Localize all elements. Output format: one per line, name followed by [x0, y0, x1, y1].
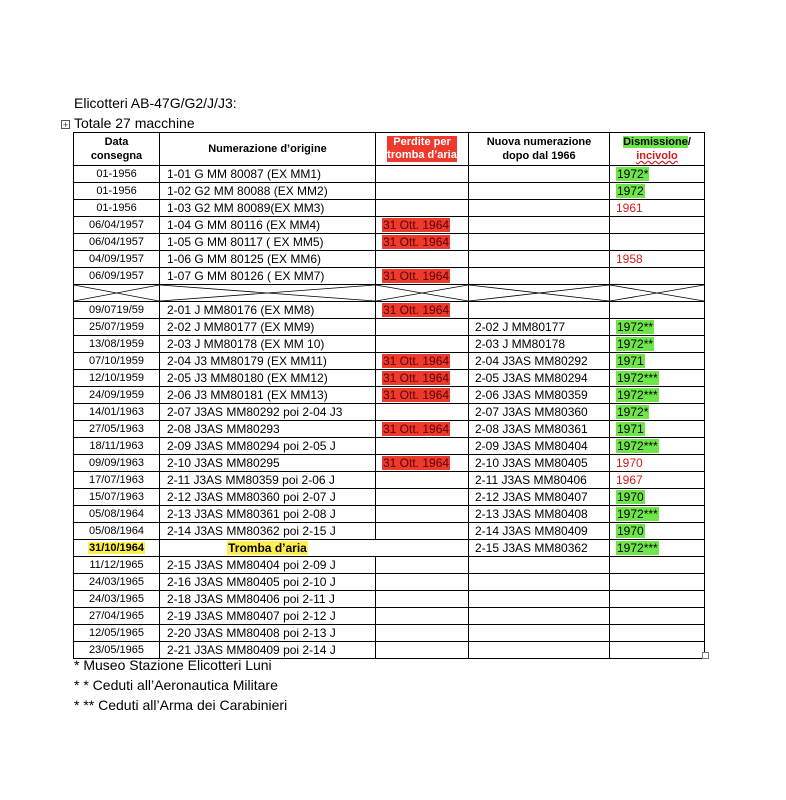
cell-perdite	[376, 523, 469, 540]
table-row	[74, 455, 705, 472]
cell-perdite	[376, 183, 469, 200]
cell-perdite	[376, 574, 469, 591]
cell-orig-text: 2-15 J3AS MM80404 poi 2-09 J	[167, 557, 336, 572]
tromba-row	[74, 540, 705, 557]
cell-perdite	[376, 200, 469, 217]
cell-dismissione	[610, 455, 705, 472]
cell-date	[74, 183, 160, 200]
cell-date-text: 06/04/1957	[88, 235, 145, 248]
cell-date-text: 09/09/1963	[88, 456, 145, 469]
table-header-row	[74, 133, 705, 166]
cell-dismissione	[610, 370, 705, 387]
cell-dismissione	[610, 234, 705, 251]
cell-orig-text: 2-10 J3AS MM80295	[167, 455, 280, 470]
footnote-carabinieri: * ** Ceduti all’Arma dei Carabinieri	[74, 697, 288, 713]
cell-nuova	[469, 268, 610, 285]
cell-date	[74, 506, 160, 523]
cell-date	[74, 336, 160, 353]
cell-tromba-label-text: Tromba d’aria	[228, 540, 307, 555]
cell-dismissione-text: 1972***	[617, 370, 658, 385]
cell-dismissione-text: 1972***	[617, 506, 658, 521]
cell-orig	[160, 506, 376, 523]
cell-nuova-text: 2-03 J MM80178	[475, 336, 566, 351]
cell-nuova-text: 2-04 J3AS MM80292	[475, 353, 588, 368]
cell-nuova	[469, 302, 610, 319]
cell-perdite	[376, 404, 469, 421]
cell-nuova	[469, 251, 610, 268]
cell-nuova	[469, 574, 610, 591]
separator-row	[74, 285, 705, 302]
table-row	[74, 421, 705, 438]
cell-dismissione	[610, 540, 705, 557]
document-subtitle: Totale 27 macchine	[74, 115, 195, 131]
cell-nuova	[469, 319, 610, 336]
cell-orig-text: 2-18 J3AS MM80406 poi 2-11 J	[167, 591, 335, 606]
header-data-consegna: Data consegna	[74, 133, 160, 166]
cell-date	[74, 489, 160, 506]
cell-perdite	[376, 455, 469, 472]
cell-orig-text: 2-02 J MM80177 (EX MM9)	[167, 319, 315, 334]
cell-orig	[160, 353, 376, 370]
footnote-aeronautica: * * Ceduti all’Aeronautica Militare	[74, 677, 278, 693]
cell-orig	[160, 489, 376, 506]
cell-orig	[160, 455, 376, 472]
cell-dismissione	[610, 251, 705, 268]
cell-nuova	[469, 591, 610, 608]
cell-nuova	[469, 472, 610, 489]
table-row	[74, 200, 705, 217]
cell-orig-text: 2-11 J3AS MM80359 poi 2-06 J	[167, 472, 335, 487]
cell-date-text: 31/10/1964	[88, 541, 145, 554]
cell-dismissione	[610, 625, 705, 642]
cell-dismissione	[610, 591, 705, 608]
cell-date	[74, 302, 160, 319]
cell-date-text: 14/01/1963	[88, 405, 145, 418]
cell-perdite-text: 31 Ott. 1964	[383, 387, 450, 402]
cell-perdite	[376, 370, 469, 387]
cell-perdite	[376, 387, 469, 404]
cell-orig	[160, 234, 376, 251]
cell-dismissione	[610, 557, 705, 574]
footnotes	[74, 655, 287, 715]
cell-nuova-text: 2-10 J3AS MM80405	[475, 455, 588, 470]
cell-date-text: 04/09/1957	[88, 252, 145, 265]
cell-date	[74, 523, 160, 540]
cell-orig	[160, 591, 376, 608]
cell-date-text: 12/10/1959	[88, 371, 145, 384]
cell-date	[74, 455, 160, 472]
cell-nuova-text: 2-06 J3AS MM80359	[475, 387, 588, 402]
cell-nuova-text: 2-08 J3AS MM80361	[475, 421, 588, 436]
cell-orig	[160, 438, 376, 455]
cell-nuova	[469, 387, 610, 404]
cell-orig-text: 1-07 G MM 80126 ( EX MM7)	[167, 268, 325, 283]
cell-nuova-text: 2-02 J MM80177	[475, 319, 566, 334]
cell-nuova-text: 2-15 J3AS MM80362	[475, 540, 588, 555]
cell-nuova	[469, 370, 610, 387]
cell-orig-text: 1-05 G MM 80117 ( EX MM5)	[167, 234, 324, 249]
cell-nuova	[469, 166, 610, 183]
cell-nuova	[469, 217, 610, 234]
cell-orig	[160, 200, 376, 217]
cell-nuova	[469, 642, 610, 659]
cell-nuova-text: 2-07 J3AS MM80360	[475, 404, 588, 419]
cell-orig-text: 1-06 G MM 80125 (EX MM6)	[167, 251, 322, 266]
cell-orig	[160, 336, 376, 353]
cell-date-text: 12/05/1965	[88, 626, 145, 639]
cell-dismissione	[610, 319, 705, 336]
cell-date-text: 11/12/1965	[89, 558, 144, 571]
cell-nuova-text: 2-12 J3AS MM80407	[475, 489, 588, 504]
cell-dismissione-text: 1970	[617, 523, 644, 538]
cell-dismissione	[610, 404, 705, 421]
cell-dismissione	[610, 217, 705, 234]
cell-dismissione	[610, 642, 705, 659]
cell-date-text: 05/08/1964	[88, 524, 145, 537]
table-row	[74, 404, 705, 421]
table-move-handle-icon[interactable]: +	[62, 120, 69, 130]
cell-perdite-text: 31 Ott. 1964	[383, 268, 450, 283]
cell-perdite-text: 31 Ott. 1964	[383, 370, 450, 385]
cell-orig-text: 2-13 J3AS MM80361 poi 2-08 J	[167, 506, 336, 521]
cell-nuova	[469, 353, 610, 370]
helicopter-table	[73, 132, 705, 659]
cell-dismissione	[610, 472, 705, 489]
cell-orig	[160, 557, 376, 574]
cell-date-text: 24/09/1959	[88, 388, 145, 401]
cell-perdite	[376, 506, 469, 523]
table-row	[74, 574, 705, 591]
cell-dismissione	[610, 506, 705, 523]
table-row	[74, 302, 705, 319]
cell-perdite-text: 31 Ott. 1964	[383, 302, 450, 317]
table-row	[74, 438, 705, 455]
cell-date	[74, 353, 160, 370]
cell-perdite	[376, 166, 469, 183]
cell-perdite-text: 31 Ott. 1964	[383, 353, 450, 368]
cell-perdite-text: 31 Ott. 1964	[383, 421, 450, 436]
cell-nuova	[469, 523, 610, 540]
cell-dismissione-text: 1970	[616, 455, 643, 470]
cell-nuova-text: 2-13 J3AS MM80408	[475, 506, 588, 521]
table-row	[74, 234, 705, 251]
cell-dismissione-text: 1971	[617, 421, 644, 436]
cell-date-text: 01-1956	[96, 184, 137, 197]
cell-nuova	[469, 506, 610, 523]
cell-date	[74, 234, 160, 251]
cell-nuova	[469, 438, 610, 455]
cell-tromba-label	[160, 540, 469, 557]
cell-nuova	[469, 183, 610, 200]
table-row	[74, 506, 705, 523]
cell-date-text: 01-1956	[96, 167, 137, 180]
cell-date	[74, 557, 160, 574]
cell-orig-text: 2-20 J3AS MM80408 poi 2-13 J	[167, 625, 336, 640]
cell-dismissione-text: 1961	[616, 200, 643, 215]
cell-nuova	[469, 557, 610, 574]
crossed-cell	[74, 285, 160, 302]
table-row	[74, 353, 705, 370]
cell-date-text: 09/0719/59	[88, 303, 145, 316]
cell-nuova	[469, 234, 610, 251]
cell-orig-text: 2-06 J3 MM80181 (EX MM13)	[167, 387, 328, 402]
cell-orig-text: 1-02 G2 MM 80088 (EX MM2)	[167, 183, 328, 198]
cell-date	[74, 574, 160, 591]
table-row	[74, 472, 705, 489]
cell-nuova	[469, 608, 610, 625]
cell-dismissione	[610, 268, 705, 285]
cell-perdite	[376, 336, 469, 353]
cell-orig-text: 1-01 G MM 80087 (EX MM1)	[167, 166, 322, 181]
cell-date-text: 06/09/1957	[88, 269, 145, 282]
cell-dismissione-text: 1972***	[617, 438, 658, 453]
cell-orig-text: 2-16 J3AS MM80405 poi 2-10 J	[167, 574, 336, 589]
cell-nuova	[469, 455, 610, 472]
cell-nuova	[469, 489, 610, 506]
cell-dismissione	[610, 353, 705, 370]
cell-date-text: 24/03/1965	[88, 592, 145, 605]
cell-date	[74, 217, 160, 234]
cell-date-text: 01-1956	[96, 201, 137, 214]
cell-orig	[160, 421, 376, 438]
table-row	[74, 591, 705, 608]
table-row	[74, 183, 705, 200]
cell-date-text: 27/05/1963	[88, 422, 145, 435]
cell-dismissione	[610, 523, 705, 540]
cell-date	[74, 319, 160, 336]
cell-orig-text: 2-09 J3AS MM80294 poi 2-05 J	[167, 438, 336, 453]
cell-date-text: 05/08/1964	[88, 507, 145, 520]
header-perdite: Perdite per tromba d’aria	[376, 133, 469, 166]
cell-orig	[160, 251, 376, 268]
cell-dismissione-text: 1972*	[617, 166, 649, 181]
cell-nuova	[469, 200, 610, 217]
cell-orig-text: 2-07 J3AS MM80292 poi 2-04 J3	[167, 404, 343, 419]
table-row	[74, 387, 705, 404]
table-row	[74, 166, 705, 183]
cell-orig-text: 1-04 G MM 80116 (EX MM4)	[167, 217, 321, 232]
cell-dismissione-text: 1972**	[617, 319, 654, 334]
cell-orig-text: 2-08 J3AS MM80293	[167, 421, 280, 436]
cell-nuova	[469, 336, 610, 353]
cell-date	[74, 540, 160, 557]
cell-dismissione-text: 1972*	[617, 404, 649, 419]
cell-date	[74, 438, 160, 455]
table-row	[74, 217, 705, 234]
cell-perdite	[376, 319, 469, 336]
cell-perdite	[376, 353, 469, 370]
table-resize-handle[interactable]	[702, 652, 709, 659]
cell-orig	[160, 608, 376, 625]
header-nuova-numerazione: Nuova numerazione dopo dal 1966	[469, 133, 610, 166]
cell-dismissione	[610, 574, 705, 591]
cell-date	[74, 421, 160, 438]
cell-dismissione-text: 1970	[617, 489, 644, 504]
table-row	[74, 336, 705, 353]
cell-date-text: 17/07/1963	[88, 473, 145, 486]
cell-perdite	[376, 251, 469, 268]
cell-dismissione	[610, 387, 705, 404]
cell-orig-text: 2-12 J3AS MM80360 poi 2-07 J	[167, 489, 336, 504]
cell-date-text: 15/07/1963	[88, 490, 145, 503]
cell-perdite	[376, 472, 469, 489]
cell-perdite	[376, 557, 469, 574]
table-row	[74, 608, 705, 625]
header-dismissione: Dismissione/ incivolo	[610, 133, 705, 166]
cell-date	[74, 200, 160, 217]
cell-orig	[160, 166, 376, 183]
cell-date-text: 25/07/1959	[88, 320, 145, 333]
footnote-museo: * Museo Stazione Elicotteri Luni	[74, 657, 272, 673]
cell-dismissione-text: 1971	[617, 353, 644, 368]
cell-orig	[160, 183, 376, 200]
document-title: Elicotteri AB-47G/G2/J/J3:	[74, 95, 237, 111]
cell-perdite-text: 31 Ott. 1964	[383, 217, 450, 232]
cell-date	[74, 387, 160, 404]
cell-date	[74, 268, 160, 285]
cell-nuova-text: 2-11 J3AS MM80406	[475, 472, 587, 487]
cell-nuova	[469, 540, 610, 557]
table-row	[74, 489, 705, 506]
cell-date-text: 24/03/1965	[88, 575, 145, 588]
cell-date	[74, 404, 160, 421]
cell-perdite	[376, 625, 469, 642]
cell-date-text: 23/05/1965	[88, 643, 145, 656]
cell-date-text: 18/11/1963	[89, 439, 144, 452]
cell-perdite	[376, 608, 469, 625]
cell-dismissione	[610, 489, 705, 506]
cell-date	[74, 625, 160, 642]
cell-orig-text: 1-03 G2 MM 80089(EX MM3)	[167, 200, 325, 215]
cell-dismissione-text: 1972	[617, 183, 644, 198]
cell-orig	[160, 404, 376, 421]
cell-nuova	[469, 404, 610, 421]
cell-orig-text: 2-19 J3AS MM80407 poi 2-12 J	[167, 608, 336, 623]
cell-perdite	[376, 302, 469, 319]
cell-orig	[160, 625, 376, 642]
cell-dismissione	[610, 336, 705, 353]
cell-date	[74, 166, 160, 183]
cell-nuova	[469, 421, 610, 438]
cell-dismissione	[610, 302, 705, 319]
cell-perdite	[376, 217, 469, 234]
cell-perdite	[376, 438, 469, 455]
cell-dismissione	[610, 438, 705, 455]
cell-orig	[160, 574, 376, 591]
cell-orig	[160, 472, 376, 489]
table-row	[74, 251, 705, 268]
cell-orig-text: 2-05 J3 MM80180 (EX MM12)	[167, 370, 328, 385]
cell-date-text: 27/04/1965	[88, 609, 145, 622]
cell-date	[74, 472, 160, 489]
cell-perdite	[376, 642, 469, 659]
cell-orig	[160, 523, 376, 540]
cell-orig-text: 2-04 J3 MM80179 (EX MM11)	[167, 353, 327, 368]
cell-dismissione-text: 1967	[616, 472, 643, 487]
table-row	[74, 625, 705, 642]
cell-nuova-text: 2-09 J3AS MM80404	[475, 438, 588, 453]
cell-dismissione	[610, 166, 705, 183]
cell-date	[74, 370, 160, 387]
cell-dismissione-text: 1972***	[617, 540, 658, 555]
cell-date	[74, 608, 160, 625]
cell-nuova	[469, 625, 610, 642]
header-numerazione-origine: Numerazione d’origine	[160, 133, 376, 166]
cell-orig	[160, 387, 376, 404]
cell-orig	[160, 370, 376, 387]
cell-orig	[160, 319, 376, 336]
cell-perdite	[376, 421, 469, 438]
cell-date	[74, 591, 160, 608]
cell-perdite-text: 31 Ott. 1964	[383, 234, 450, 249]
cell-orig	[160, 302, 376, 319]
cell-dismissione	[610, 183, 705, 200]
crossed-cell	[469, 285, 610, 302]
table-row	[74, 319, 705, 336]
table-row	[74, 268, 705, 285]
table-row	[74, 557, 705, 574]
cell-perdite	[376, 268, 469, 285]
cell-perdite	[376, 591, 469, 608]
cell-dismissione-text: 1972***	[617, 387, 658, 402]
cell-date-text: 06/04/1957	[88, 218, 145, 231]
crossed-cell	[160, 285, 376, 302]
cell-dismissione-text: 1958	[616, 251, 643, 266]
cell-orig-text: 2-14 J3AS MM80362 poi 2-15 J	[167, 523, 336, 538]
cell-dismissione	[610, 200, 705, 217]
cell-orig-text: 2-21 J3AS MM80409 poi 2-14 J	[167, 642, 336, 657]
cell-nuova-text: 2-05 J3AS MM80294	[475, 370, 588, 385]
cell-perdite	[376, 489, 469, 506]
table-row	[74, 523, 705, 540]
cell-orig-text: 2-03 J MM80178 (EX MM 10)	[167, 336, 325, 351]
cell-dismissione	[610, 608, 705, 625]
cell-orig	[160, 217, 376, 234]
crossed-cell	[376, 285, 469, 302]
cell-date-text: 13/08/1959	[88, 337, 145, 350]
cell-orig-text: 2-01 J MM80176 (EX MM8)	[167, 302, 315, 317]
cell-date	[74, 251, 160, 268]
cell-orig	[160, 268, 376, 285]
crossed-cell	[610, 285, 705, 302]
cell-perdite-text: 31 Ott. 1964	[383, 455, 450, 470]
cell-dismissione	[610, 421, 705, 438]
cell-perdite	[376, 234, 469, 251]
cell-dismissione-text: 1972**	[617, 336, 654, 351]
cell-nuova-text: 2-14 J3AS MM80409	[475, 523, 588, 538]
cell-date-text: 07/10/1959	[88, 354, 145, 367]
table-row	[74, 370, 705, 387]
